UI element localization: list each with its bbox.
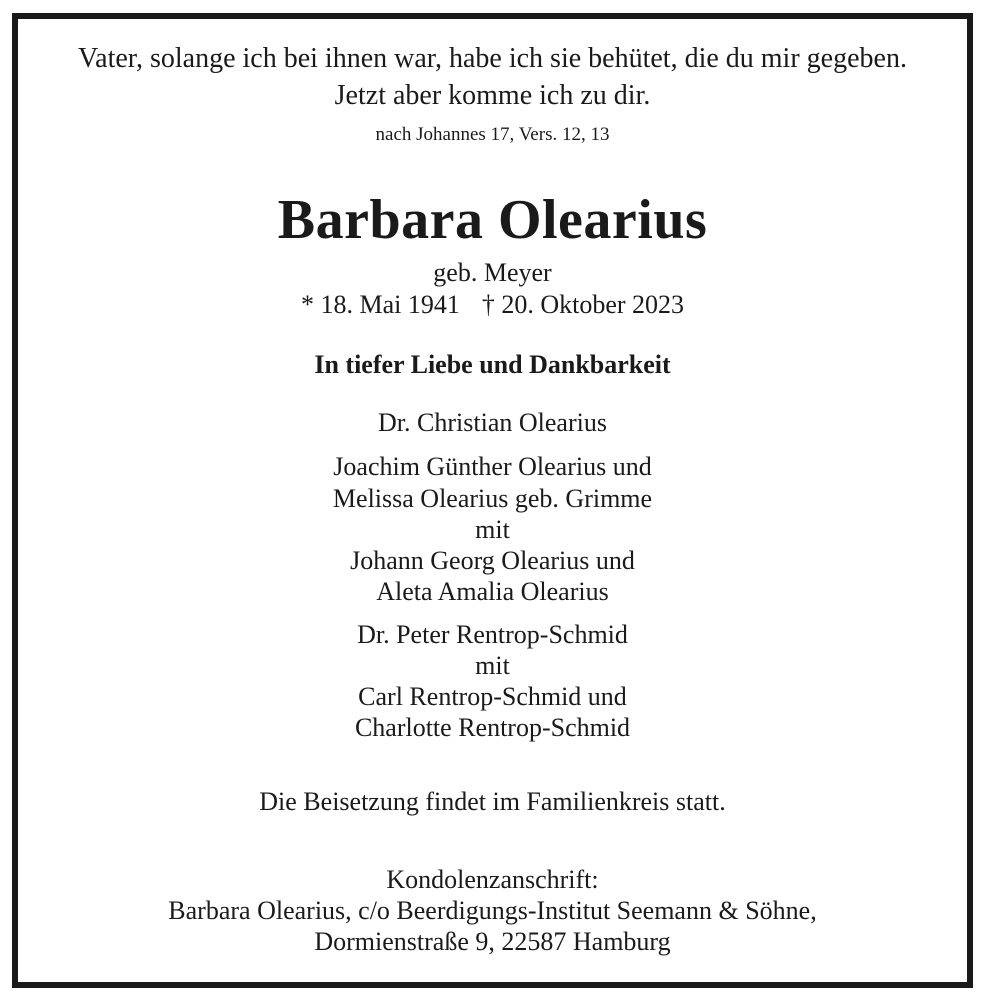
mourner-line: Melissa Olearius geb. Grimme — [332, 484, 653, 513]
mourner-line: mit — [475, 651, 510, 680]
birth-name: geb. Meyer — [433, 258, 552, 287]
birth-date: * 18. Mai 1941 — [300, 290, 460, 319]
mourner-line: Dr. Peter Rentrop-Schmid — [357, 620, 628, 649]
mourner-line: Johann Georg Olearius und — [350, 546, 635, 575]
condolence-label: Kondolenzanschrift: — [386, 865, 599, 894]
mourner-line: Aleta Amalia Olearius — [376, 577, 609, 606]
mourner-line: mit — [475, 515, 510, 544]
verse-line-1: Vater, solange ich bei ihnen war, habe ich sie behütet, die du mir gegeben. — [78, 43, 907, 74]
life-dates — [0, 290, 985, 320]
condolence-address-line-2: Dormienstraße 9, 22587 Hamburg — [314, 927, 671, 956]
mourner-line: Carl Rentrop-Schmid und — [358, 682, 627, 711]
verse-reference: nach Johannes 17, Vers. 12, 13 — [375, 124, 610, 145]
dedication: In tiefer Liebe und Dankbarkeit — [314, 350, 671, 379]
condolence-address-line-1: Barbara Olearius, c/o Beerdigungs-Institut Seemann & Söhne, — [168, 896, 817, 925]
mourner-line: Joachim Günther Olearius und — [333, 452, 652, 481]
burial-note: Die Beisetzung findet im Familienkreis statt. — [259, 787, 726, 816]
verse-line-2: Jetzt aber komme ich zu dir. — [334, 80, 651, 111]
death-date: † 20. Oktober 2023 — [481, 290, 685, 319]
mourner-line: Dr. Christian Olearius — [378, 408, 607, 437]
mourner-line: Charlotte Rentrop-Schmid — [354, 713, 631, 742]
deceased-name: Barbara Olearius — [277, 189, 708, 251]
